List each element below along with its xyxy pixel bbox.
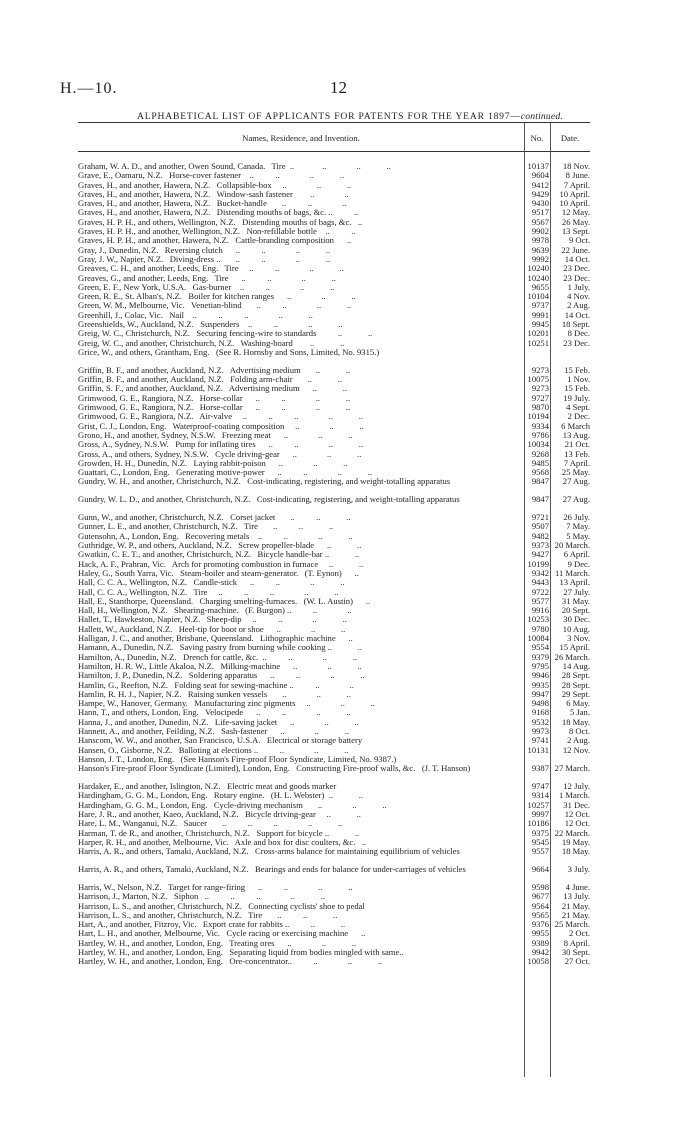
patent-number: 10194 [527,411,549,422]
applicant-entry: Green, R. E., St. Alban's, N.Z. Boiler for kitchen ranges .. .. .. [78,291,356,302]
applicant-entry: Gross, A., and others, Sydney, N.S.W. Cycle driving-gear .. .. .. [78,448,362,459]
patent-number: 9786 [531,429,549,440]
application-date: 12 Oct. [564,818,590,829]
application-date: 14 Oct. [564,309,590,320]
application-date: 21 Oct. [564,439,590,450]
patent-number: 9947 [531,688,549,699]
application-date: 9 Oct. [568,235,590,246]
patent-number: 9741 [531,735,549,746]
patent-number: 9379 [531,651,549,662]
applicant-entry: Halligan, J. C., and another, Brisbane, Queensland. Lithographic machine .. [78,633,353,644]
application-date: 27 July. [563,586,590,597]
patent-number: 10104 [527,291,549,302]
applicant-entry: Hamilton, J. P., Dunedin, N.Z. Soldering apparatus .. .. .. .. [78,670,365,681]
patent-number: 9978 [531,235,549,246]
application-date: 15 Feb. [564,383,590,394]
application-date: 2 Aug. [567,735,590,746]
patent-number: 9795 [531,660,549,671]
applicant-entry: Greenshields, W., Auckland, N.Z. Suspenders .. .. .. .. [78,319,343,330]
patent-number: 9677 [531,891,549,902]
applicant-entry: Grono, H., and another, Sydney, N.S.W. Freezing meat .. .. .. [78,429,353,440]
patent-number: 10131 [527,744,549,755]
applicant-entry: Graves, H. P. H., and another, Wellington, N.Z. Non-refillable bottle .. .. [78,226,356,237]
application-date: 18 May. [561,716,590,727]
applicant-entry: Hallett, W., Auckland, N.Z. Heel-tip for boot or shoe .. .. .. [78,623,346,634]
applicant-entry: Grave, E., Oamaru, N.Z. Horse-cover fastener .. .. .. .. [78,170,345,181]
application-date: 2 Aug. [567,300,590,311]
table-row [78,495,590,504]
table-row [78,348,590,357]
applicant-list [78,162,590,967]
applicant-entry: Hanson, J. T., London, Eng. (See Hanson's Fire-proof Floor Syndicate, Limited, No. 9387.) [78,753,397,764]
patent-number: 10034 [527,439,549,450]
patent-number: 9604 [531,170,549,181]
application-date: 1 July. [567,281,590,292]
patent-number: 9430 [531,198,549,209]
column-header-date: Date. [560,132,580,143]
applicant-entry: Hall, E., Stanthorpe, Queensland. Charging smelting-furnaces. (W. L. Austin) .. [78,595,371,606]
application-date: 28 Sept. [561,679,590,690]
patent-number: 9342 [531,567,549,578]
patent-number: 9598 [531,881,549,892]
application-date: 13 Aug. [562,429,590,440]
applicant-entry: Hare, L. M., Wanganui, N.Z. Saucer .. .. .. .. .. [78,818,343,829]
patent-number: 10240 [527,263,549,274]
applicant-entry: Gunner, L. E., and another, Christchurch, N.Z. Tire .. .. .. [78,521,334,532]
applicant-entry: Haley, G., South Yarra, Vic. Steam-boiler and steam-generator. (T. Eynon) .. [78,567,359,578]
applicant-entry: Harman, T. de R., and another, Christchurch, N.Z. Support for bicycle .. .. [78,827,360,838]
patent-number: 9268 [531,448,549,459]
patent-number: 9727 [531,392,549,403]
column-header-number: No. [530,132,544,143]
application-date: 6 May. [566,698,590,709]
applicant-entry: Hartley, W. H., and another, London, Eng. Treating ores .. .. .. [78,937,357,948]
patent-number: 9942 [531,947,549,958]
patent-number: 9997 [531,808,549,819]
application-date: 19 May. [561,836,590,847]
application-date: 12 May. [561,207,590,218]
patent-number: 9935 [531,679,549,690]
application-date: 18 Nov. [562,161,590,171]
applicant-entry: Graves, H. P. H., and another, Hawera, N.Z. Cattle-branding composition .. [78,235,352,246]
applicant-entry: Greig, W. C., Christchurch, N.Z. Securing fencing-wire to standards .. .. [78,328,373,339]
application-date: 26 March. [554,651,590,662]
applicant-entry: Harrison, L. S., and another, Christchurch, N.Z. Connecting cyclists' shoe to pedal [78,900,365,911]
applicant-entry: Griffin, B. F., and another, Auckland, N.Z. Folding arm-chair .. .. [78,374,342,385]
application-date: 7 April. [563,179,590,190]
applicant-entry: Hardingham, G. G. M., London, Eng. Cycle-driving mechanism .. .. .. [78,799,387,810]
patent-number: 9973 [531,726,549,736]
patent-number: 9273 [531,383,549,394]
patent-number: 9532 [531,716,549,727]
patent-number: 9554 [531,642,549,653]
patent-number: 9429 [531,188,549,199]
application-date: 1 March. [558,790,590,801]
applicant-entry: Hare, J. R., and another, Kaeo, Auckland, N.Z. Bicycle driving-gear .. .. [78,808,361,819]
patent-number: 9847 [531,494,549,505]
patent-number: 9567 [531,216,549,227]
patent-number: 9870 [531,402,549,413]
applicant-entry: Gundry, W. L. D., and another, Christchurch, N.Z. Cost-indicating, registering, and weight-totalling apparatus [78,494,460,505]
application-date: 26 July. [563,512,590,523]
applicant-entry: Grist, C. J., London, Eng. Waterproof-coating composition .. .. .. [78,420,364,431]
applicant-entry: Gross, A., Sydney, N.S.W. Pump for inflating tires .. .. .. .. [78,439,364,450]
patent-number: 9565 [531,909,549,920]
patent-number: 10201 [527,328,549,339]
application-date: 28 Sept. [561,670,590,681]
application-date: 7 May. [566,521,590,532]
patent-number: 9991 [531,309,549,320]
application-date: 20 Sept. [561,605,590,616]
patent-number: 9273 [531,364,549,375]
applicant-entry: Hartley, W. H., and another, London, Eng. Ore-concentrator.. .. .. .. [78,956,383,967]
application-date: 5 May. [566,530,590,541]
application-date: 10 Aug. [562,623,590,634]
application-date: 13 July. [563,891,590,902]
applicant-entry: Hardingham, G. G. M., London, Eng. Rotary engine. (H. L. Webster) .. .. [78,790,364,801]
applicant-entry: Hardaker, E., and another, Islington, N.Z. Electric meat and goods marker [78,781,337,792]
application-date: 2 Dec. [567,411,590,422]
application-date: 13 Sept. [561,226,590,237]
patent-number: 9545 [531,836,549,847]
application-date: 18 Sept. [561,319,590,330]
applicant-entry: Hamann, A., Dunedin, N.Z. Saving pastry from burning while cooking .. .. [78,642,363,653]
page-title [0,111,700,122]
application-date: 20 March. [554,540,590,551]
application-date: 1 Nov. [567,374,590,385]
application-date: 8 April. [563,937,590,948]
application-date: 23 Dec. [563,337,590,348]
applicant-entry: Greaves, G., and another, Leeds, Eng. Tire .. .. .. .. [78,272,336,283]
application-date: 22 March. [554,827,590,838]
page-identifier: H.—10. [60,80,118,97]
column-header-names: Names, Residence, and Invention. [242,132,360,143]
patent-number: 10058 [527,956,549,967]
patent-number: 10251 [527,337,549,348]
patent-number: 9387 [531,763,549,774]
application-date: 2 Oct. [568,928,590,939]
applicant-entry: Griffin, B. F., and another, Auckland, N.Z. Advertising medium .. .. [78,364,351,375]
applicant-entry: Hanna, J., and another, Dunedin, N.Z. Life-saving jacket .. .. .. [78,716,359,727]
applicant-entry: Harris, A. R., and others, Tamaki, Auckland, N.Z. Cross-arms balance for maintaining equilibrium of vehicles [78,846,460,857]
application-date: 27 Oct. [564,956,590,967]
applicant-entry: Hall, C. C. A., Wellington, N.Z. Tire .. .. .. .. .. [78,586,339,597]
patent-number: 9916 [531,605,549,616]
patent-number: 9482 [531,530,549,541]
application-date: 29 Sept. [561,688,590,699]
applicant-entry: Harrison, L. S., and another, Christchurch, N.Z. Tire .. .. .. [78,909,338,920]
table-row [78,957,590,966]
application-date: 27 Aug. [562,494,590,505]
patent-number: 9389 [531,937,549,948]
application-date: 12 July. [563,781,590,792]
applicant-entry: Hamilton, A., Dunedin, N.Z. Drench for cattle, &c. .. .. .. .. [78,651,358,662]
application-date: 21 May. [561,909,590,920]
patent-number: 9664 [531,864,549,875]
patent-number: 10257 [527,799,549,810]
application-date: 25 March. [554,919,590,930]
patent-number: 9577 [531,595,549,606]
applicant-entry: Grimwood, G. E., Rangiora, N.Z. Horse-collar .. .. .. .. [78,402,351,413]
applicant-entry: Graves, H. P. H., and others, Wellington, N.Z. Distending mouths of bags, &c. .. [78,216,363,227]
applicant-entry: Hamilton, H. R. W., Little Akaloa, N.Z. Milking-machine .. .. .. [78,660,362,671]
application-date: 8 Oct. [568,726,590,736]
applicant-entry: Griffin, S. F., and another, Auckland, N.Z. Advertising medium .. .. [78,383,348,394]
application-date: 3 Nov. [567,633,590,644]
applicant-entry: Hanson's Fire-proof Floor Syndicate (Limited), London, Eng. Constructing Fire-proof walls, &c. (J. T. Hanson) [78,763,471,774]
patent-number: 10075 [527,374,549,385]
patent-number: 9568 [531,467,549,478]
application-date: 10 April. [559,188,590,199]
patent-number: 9314 [531,790,549,801]
patent-number: 9334 [531,420,549,431]
application-date: 7 April. [563,457,590,468]
applicant-entry: Greaves, C. H., and another, Leeds, Eng. Tire .. .. .. .. [78,263,344,274]
application-date: 26 May. [561,216,590,227]
page-number: 12 [330,78,347,97]
patent-number: 9780 [531,623,549,634]
patent-number: 9443 [531,577,549,588]
application-date: 14 Aug. [562,660,590,671]
application-date: 22 June. [561,244,590,255]
patent-number: 9639 [531,244,549,255]
applicant-entry: Hannett, A., and another, Feilding, N.Z. Sash-fastener .. .. .. [78,726,350,736]
applicant-entry: Greig, W. C., and another, Christchurch, N.Z. Washing-board .. .. [78,337,345,348]
header-top-rule [78,122,590,123]
patent-number: 9375 [531,827,549,838]
applicant-entry: Graves, H., and another, Hawera, N.Z. Collapsible-box .. .. .. [78,179,352,190]
application-date: 23 Dec. [563,272,590,283]
application-date: 4 June. [565,881,590,892]
application-date: 13 April. [559,577,590,588]
applicant-entry: Harris, W., Nelson, N.Z. Target for range-firing .. .. .. .. [78,881,353,892]
applicant-entry: Harper, R. H., and another, Melbourne, Vic. Axle and box for disc coulters, &c. .. [78,836,367,847]
application-date: 31 Dec. [563,799,590,810]
application-date: 21 May. [561,900,590,911]
applicant-entry: Grimwood, G. E., Rangiora, N.Z. Air-valve .. .. .. .. .. [78,411,364,422]
applicant-entry: Harris, A. R., and others, Tamaki, Auckland, N.Z. Bearings and ends for balance for under-carriages of vehicles [78,864,466,875]
patent-number: 9557 [531,846,549,857]
applicant-entry: Graves, H., and another, Hawera, N.Z. Distending mouths of bags, &c. .. .. [78,207,359,218]
application-date: 18 May. [561,846,590,857]
title-main: ALPHABETICAL LIST OF APPLICANTS FOR PATENTS FOR THE YEAR 1897— [137,111,521,122]
application-date: 25 May. [561,467,590,478]
patent-number: 9946 [531,670,549,681]
applicant-entry: Hallet, T., Hawkeston, Napier, N.Z. Sheep-dip .. .. .. .. [78,614,347,625]
table-row [78,764,590,773]
applicant-entry: Gwatkin, C. E. T., and another, Christchurch, N.Z. Bicycle handle-bar .. .. [78,549,360,560]
application-date: 8 June. [565,170,590,181]
patent-number: 10240 [527,272,549,283]
patent-number: 9564 [531,900,549,911]
application-date: 6 March [561,420,590,431]
patent-number: 9373 [531,540,549,551]
applicant-entry: Gundry, W. H., and another, Christchurch, N.Z. Cost-indicating, registering, and weight-totalling apparatus [78,476,451,487]
applicant-entry: Gunn, W., and another, Christchurch, N.Z. Corset jacket .. .. .. [78,512,351,523]
applicant-entry: Hansen, O., Gisborne, N.Z. Balloting at elections .. .. .. .. [78,744,349,755]
applicant-entry: Hanscom, W. W., and another, San Francisco, U.S.A. Electrical or storage battery [78,735,363,746]
patent-number: 9517 [531,207,549,218]
patent-number: 10084 [527,633,549,644]
patent-number: 10186 [527,818,549,829]
applicant-entry: Graves, H., and another, Hawera, N.Z. Window-sash fastener .. .. [78,188,349,199]
applicant-entry: Hack, A. F., Prahran, Vic. Arch for promoting combustion in furnace .. .. [78,558,364,569]
application-date: 8 Dec. [567,328,590,339]
applicant-entry: Hart, A., and another, Fitzroy, Vic. Export crate for rabbits .. .. .. [78,919,346,930]
application-date: 3 July. [567,864,590,875]
applicant-entry: Gray, J. W., Napier, N.Z. Diving-dress .. .. .. .. .. [78,253,331,264]
table-row [78,477,590,486]
table-row [78,865,590,874]
table-row [78,847,590,856]
application-date: 30 Dec. [563,614,590,625]
patent-number: 9737 [531,300,549,311]
applicant-entry: Hann, T., and others, London, Eng. Velocipede .. .. .. .. [78,707,351,718]
applicant-entry: Green, W. M., Melbourne, Vic. Venetian-blind .. .. .. .. [78,300,352,311]
patent-number: 9902 [531,226,549,237]
patent-number: 9945 [531,319,549,330]
applicant-entry: Green, E. F., New York, U.S.A. Gas-burner .. .. .. .. [78,281,335,292]
header-bottom-rule [78,151,590,152]
applicant-entry: Greenhill, J., Colac, Vic. Nail .. .. .. .. .. [78,309,313,320]
patent-number: 9412 [531,179,549,190]
patent-number: 10137 [527,161,549,171]
applicant-entry: Gutensohn, A., London, Eng. Recovering metals .. .. .. .. [78,530,353,541]
application-date: 15 Feb. [564,364,590,375]
applicant-entry: Grice, W., and others, Grantham, Eng. (See R. Hornsby and Sons, Limited, No. 9315.) [78,346,380,357]
patent-number: 9485 [531,457,549,468]
patent-number: 9721 [531,512,549,523]
application-date: 27 Aug. [562,476,590,487]
patent-number: 9498 [531,698,549,709]
patent-number: 9655 [531,281,549,292]
application-date: 12 Nov. [562,744,590,755]
applicant-entry: Hamlin, G., Reefton, N.Z. Folding seat for sewing-machine .. .. .. [78,679,354,690]
application-date: 10 April. [559,198,590,209]
patent-number: 9376 [531,919,549,930]
patent-number: 9747 [531,781,549,792]
application-date: 6 April. [563,549,590,560]
patent-number: 9955 [531,928,549,939]
patent-number: 9722 [531,586,549,597]
applicant-entry: Guattari, C., London, Eng. Generating motive-power .. .. .. .. [78,467,373,478]
applicant-entry: Hampe, W., Hanover, Germany. Manufacturing zinc pigments .. .. .. [78,698,375,709]
applicant-entry: Grimwood, G. E., Rangiora, N.Z. Horse-collar .. .. .. .. [78,392,351,403]
application-date: 30 Sept. [561,947,590,958]
patent-number: 9992 [531,253,549,264]
application-date: 4 Sept. [566,402,590,413]
application-date: 13 Feb. [564,448,590,459]
application-date: 19 July. [563,392,590,403]
application-date: 27 March. [554,763,590,774]
patent-number: 9427 [531,549,549,560]
application-date: 11 March. [555,567,590,578]
applicant-entry: Hall, H., Wellington, N.Z. Shearing-machine. (F. Burgon) .. .. .. [78,605,352,616]
patent-number: 9507 [531,521,549,532]
application-date: 14 Oct. [564,253,590,264]
application-date: 12 Oct. [564,808,590,819]
patent-number: 10253 [527,614,549,625]
application-date: 23 Dec. [563,263,590,274]
title-continued: continued. [520,111,563,122]
application-date: 5 Jan. [569,707,590,718]
applicant-entry: Graham, W. A. D., and another, Owen Sound, Canada. Tire .. .. .. .. [78,161,391,171]
applicant-entry: Growden, H. H., Dunedin, N.Z. Laying rabbit-poison .. .. .. [78,457,348,468]
applicant-entry: Hall, C. C. A., Wellington, N.Z. Candle-stick .. .. .. .. [78,577,345,588]
patent-number: 9168 [531,707,549,718]
applicant-entry: Gray, J., Dunedin, N.Z. Reversing clutch .. .. .. .. [78,244,331,255]
patent-number: 9847 [531,476,549,487]
applicant-entry: Hart, L. H., and another, Melbourne, Vic. Cycle racing or exercising machine .. [78,928,366,939]
applicant-entry: Hamlin, R. H. J., Napier, N.Z. Raising sunken vessels .. .. .. [78,688,351,699]
application-date: 15 April. [559,642,590,653]
application-date: 9 Dec. [567,558,590,569]
patent-number: 10199 [527,558,549,569]
applicant-entry: Hartley, W. H., and another, London, Eng. Separating liquid from bodies mingled with same.. [78,947,404,958]
applicant-entry: Graves, H., and another, Hawera, N.Z. Bucket-handle .. .. .. [78,198,347,209]
applicant-entry: Guthridge, W. P., and others, Auckland, N.Z. Screw propeller-blade .. .. [78,540,362,551]
applicant-entry: Harrison, J., Marton, N.Z. Siphon .. .. .. .. .. [78,891,326,902]
application-date: 4 Nov. [567,291,590,302]
application-date: 31 May. [561,595,590,606]
